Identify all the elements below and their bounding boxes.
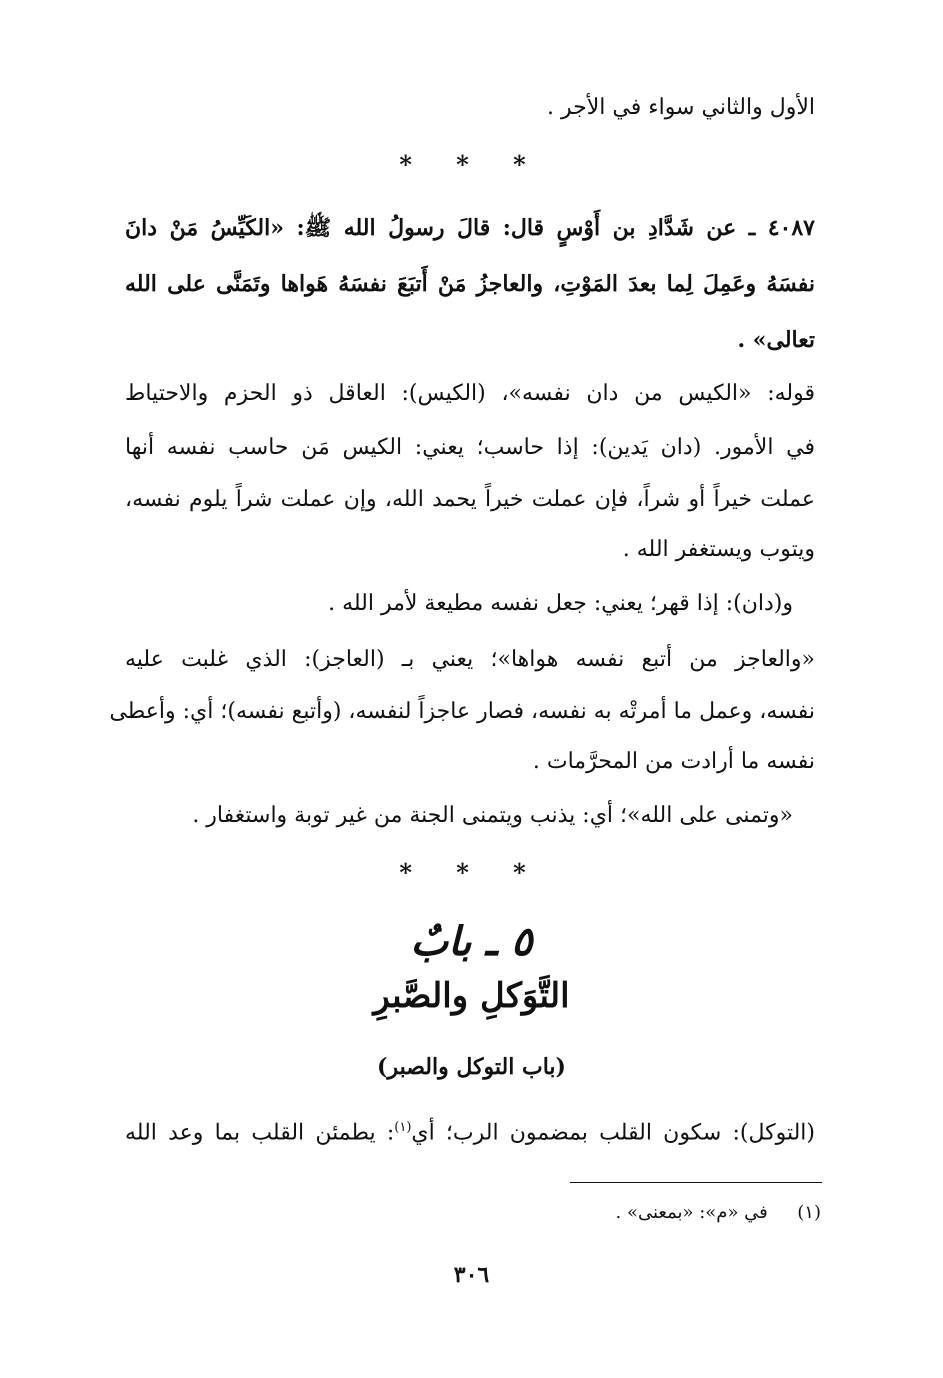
footnote-text: في «م»: «بمعنى» .	[615, 1202, 768, 1223]
chapter-body-start: (التوكل): سكون القلب بمضمون الرب؛ أي	[411, 1120, 815, 1146]
section-heading: (باب التوكل والصبر)	[377, 1054, 566, 1080]
page-number: ٣٠٦	[453, 1262, 490, 1288]
footnote	[616, 1198, 822, 1228]
commentary-line: «والعاجز من أتبع نفسه هواها»؛ يعني بـ (العاجز): الذي غلبت عليه	[125, 647, 815, 672]
intro-line: الأول والثاني سواء في الأجر .	[547, 95, 815, 120]
commentary-line: عملت خيراً أو شراً، فإن عملت خيراً يحمد الله، وإن عملت شراً يلوم نفسه،	[125, 487, 815, 512]
commentary-paragraph-4: «وتمنى على الله»؛ أي: يذنب ويتمنى الجنة من غير توبة واستغفار .	[192, 803, 793, 828]
footnote-divider	[570, 1182, 822, 1183]
chapter-subtitle: التَّوَكلِ والصَّبرِ	[373, 976, 570, 1016]
chapter-number-title: ٥ ـ بابٌ	[410, 918, 533, 965]
footnote-reference[interactable]: (١)	[394, 1120, 412, 1135]
commentary-paragraph-2: و(دان): إذا قهر؛ يعني: جعل نفسه مطيعة لأمر الله .	[328, 591, 793, 616]
separator-stars-1: * * *	[399, 150, 544, 179]
commentary-line: قوله: «الكيس من دان نفسه»، (الكيس): العاقل ذو الحزم والاحتياط	[125, 381, 815, 406]
commentary-line: نفسه، وعمل ما أمرتْه به نفسه، فصار عاجزاً لنفسه، (وأتبع نفسه)؛ أي: وأعطى	[109, 699, 815, 724]
commentary-line: ويتوب ويستغفر الله .	[622, 537, 815, 562]
separator-stars-2: * * *	[399, 858, 544, 887]
chapter-body-line	[125, 1108, 815, 1153]
commentary-line: في الأمور. (دان يَدين): إذا حاسب؛ يعني: الكيس مَن حاسب نفسه أنها	[125, 435, 815, 460]
hadith-line: تعالى» .	[737, 327, 815, 353]
hadith-line: ٤٠٨٧ ـ عن شَدَّادِ بن أَوْسٍ قال: قالَ رسولُ الله ﷺ: «الكَيِّسُ مَنْ دانَ	[125, 215, 815, 241]
chapter-body-end: : يطمئن القلب بما وعد الله	[125, 1120, 395, 1146]
hadith-line: نفسَهُ وعَمِلَ لِما بعدَ المَوْتِ، والعاجزُ مَنْ أَتبَعَ نفسَهُ هَواها وتَمَنَّى على الله	[125, 271, 815, 297]
footnote-marker: (١)	[797, 1202, 821, 1223]
commentary-line: نفسه ما أرادت من المحرَّمات .	[532, 749, 815, 774]
